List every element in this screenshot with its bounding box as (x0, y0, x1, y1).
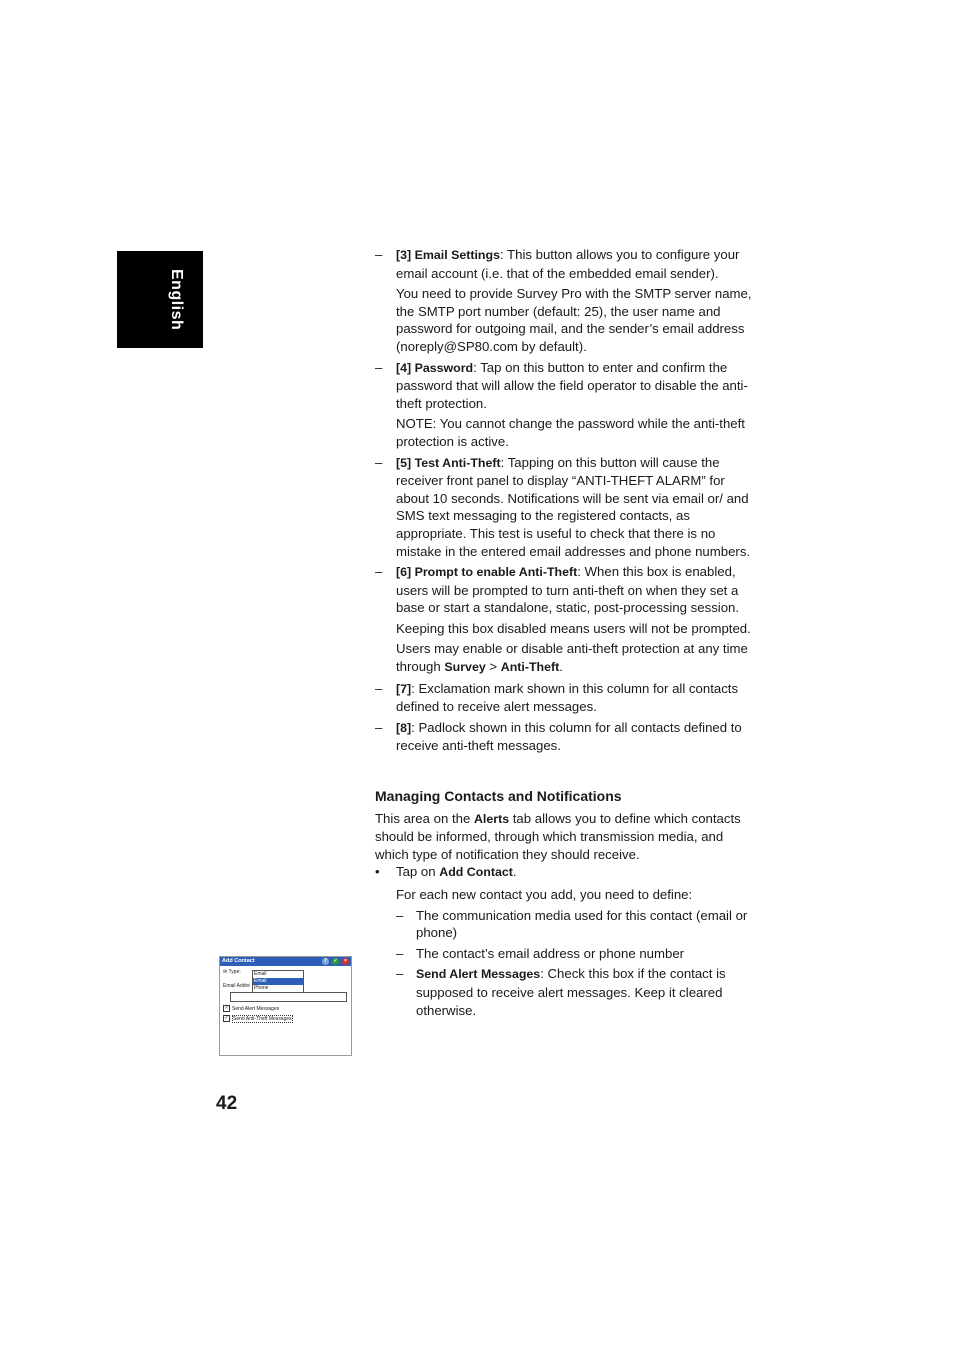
sub-list-item: – The contact’s email address or phone number (396, 945, 685, 961)
email-row: Email Addre (223, 983, 250, 989)
item-text: : Tapping on this button will cause the receiver front panel to display “ANTI-THEFT ALARM” for about 10 seconds. Notifications will be sent via email or/ and SMS text messaging to the registered contacts, as appropriate. This test is useful to check that there is no mistake in the entered email addresses and phone numbers. (396, 454, 751, 559)
alerts-tab-name: Alerts (473, 811, 510, 826)
list-item: – [4] Password: Tap on this button to enter and confirm the password that will allow the field operator to disable the anti-theft protection. (375, 359, 748, 411)
dropdown-value: Email (254, 971, 267, 977)
menu-path-survey: Survey (444, 660, 486, 675)
add-contact-label: Add Contact (439, 865, 513, 880)
prompt-note-1: Keeping this box disabled means users will not be prompted. (396, 620, 751, 636)
intro-paragraph: This area on the Alerts tab allows you to define which contacts should be informed, through which transmission media, and which type of notification they should receive. (375, 810, 741, 862)
anti-theft-checkbox-row[interactable]: ✓ Send Anti-Theft Messages (224, 1015, 292, 1022)
item-text: : Tap on this button to enter and confirm the password that will allow the field operator to disable the anti-theft protection. (396, 359, 748, 411)
page-number: 42 (216, 1093, 238, 1114)
list-item: – [7]: Exclamation mark shown in this column for all contacts defined to receive alert messages. (375, 680, 739, 715)
checkbox-checked-icon[interactable]: ✓ (224, 1005, 229, 1011)
item-text: : When this box is enabled, users will be prompted to turn anti-theft on when they set a base or start a standalone, static, post-processing session. (396, 564, 740, 616)
item-key: [4] Password (396, 360, 474, 375)
list-item: – [6] Prompt to enable Anti-Theft: When this box is enabled, users will be prompted to turn anti-theft on when they set a base or start a standalone, static, post-processing session. (375, 564, 740, 616)
add-contact-screenshot (219, 956, 352, 1056)
email-settings-note: You need to provide Survey Pro with the SMTP server name, the SMTP port number (default: 25), the user name and password for outgoing mail, and the sender’s email address (noreply@SP80.com by default). (396, 286, 752, 354)
item-key: [7] (396, 681, 412, 696)
language-side-tab (117, 251, 203, 348)
password-note: NOTE: You cannot change the password while the anti-theft protection is active. (396, 416, 745, 449)
item-key: [8] (396, 720, 412, 735)
type-icon: ✉ (223, 969, 228, 975)
address-input[interactable] (230, 992, 347, 1002)
prompt-note-2: Users may enable or disable anti-theft protection at any time through Survey > Anti-Theft. (396, 641, 748, 675)
item-text: : Exclamation mark shown in this column for all contacts defined to receive alert messages. (396, 680, 739, 715)
item-text: : Padlock shown in this column for all contacts defined to receive anti-theft messages. (396, 719, 742, 754)
alert-checkbox-row[interactable]: ✓ Send Alert Messages (224, 1005, 280, 1012)
ok-icon: ✓ (333, 958, 338, 964)
list-item: – [5] Test Anti-Theft: Tapping on this button will cause the receiver front panel to display “ANTI-THEFT ALARM” for about 10 seconds. Notifications will be sent via email or/ and SMS text messaging to the registered contacts, as appropriate. This test is useful to check that there is no mistake in the entered email addresses and phone numbers. (375, 454, 751, 559)
help-icon: ? (323, 958, 328, 964)
item-key: [3] Email Settings (396, 248, 500, 262)
screenshot-title: Add Contact (222, 958, 255, 964)
sub-list-item: – Send Alert Messages: Check this box if the contact is supposed to receive alert messages. Keep it cleared otherwise. (396, 966, 726, 1018)
item-text: : This button allows you to configure your email account (i.e. that of the embedded email sender). (396, 247, 740, 281)
close-icon: × (342, 958, 349, 965)
menu-path-anti-theft: Anti-Theft (500, 660, 560, 675)
list-item: – [8]: Padlock shown in this column for all contacts defined to receive anti-theft messages. (375, 719, 742, 754)
main-column (375, 246, 760, 1022)
dropdown-option[interactable]: Phone (254, 985, 269, 991)
checkbox-checked-icon[interactable]: ✓ (224, 1015, 229, 1021)
list-item: – [3] Email Settings: This button allows you to configure your email account (i.e. that of the embedded email sender). (375, 247, 740, 281)
dropdown-option[interactable]: Email (253, 978, 303, 985)
define-line: For each new contact you add, you need to define: (396, 887, 693, 902)
bullet-item: • Tap on Add Contact. (375, 864, 517, 880)
item-key: [6] Prompt to enable Anti-Theft (396, 565, 578, 580)
sub-list-item: – The communication media used for this contact (email or phone) (396, 907, 748, 941)
type-row: ✉ Type: (223, 969, 241, 975)
item-key: [5] Test Anti-Theft (396, 455, 501, 470)
section-heading: Managing Contacts and Notifications (375, 788, 622, 805)
screenshot-titlebar (220, 957, 351, 966)
type-dropdown[interactable] (252, 970, 304, 993)
side-tab-label: English (168, 269, 185, 331)
